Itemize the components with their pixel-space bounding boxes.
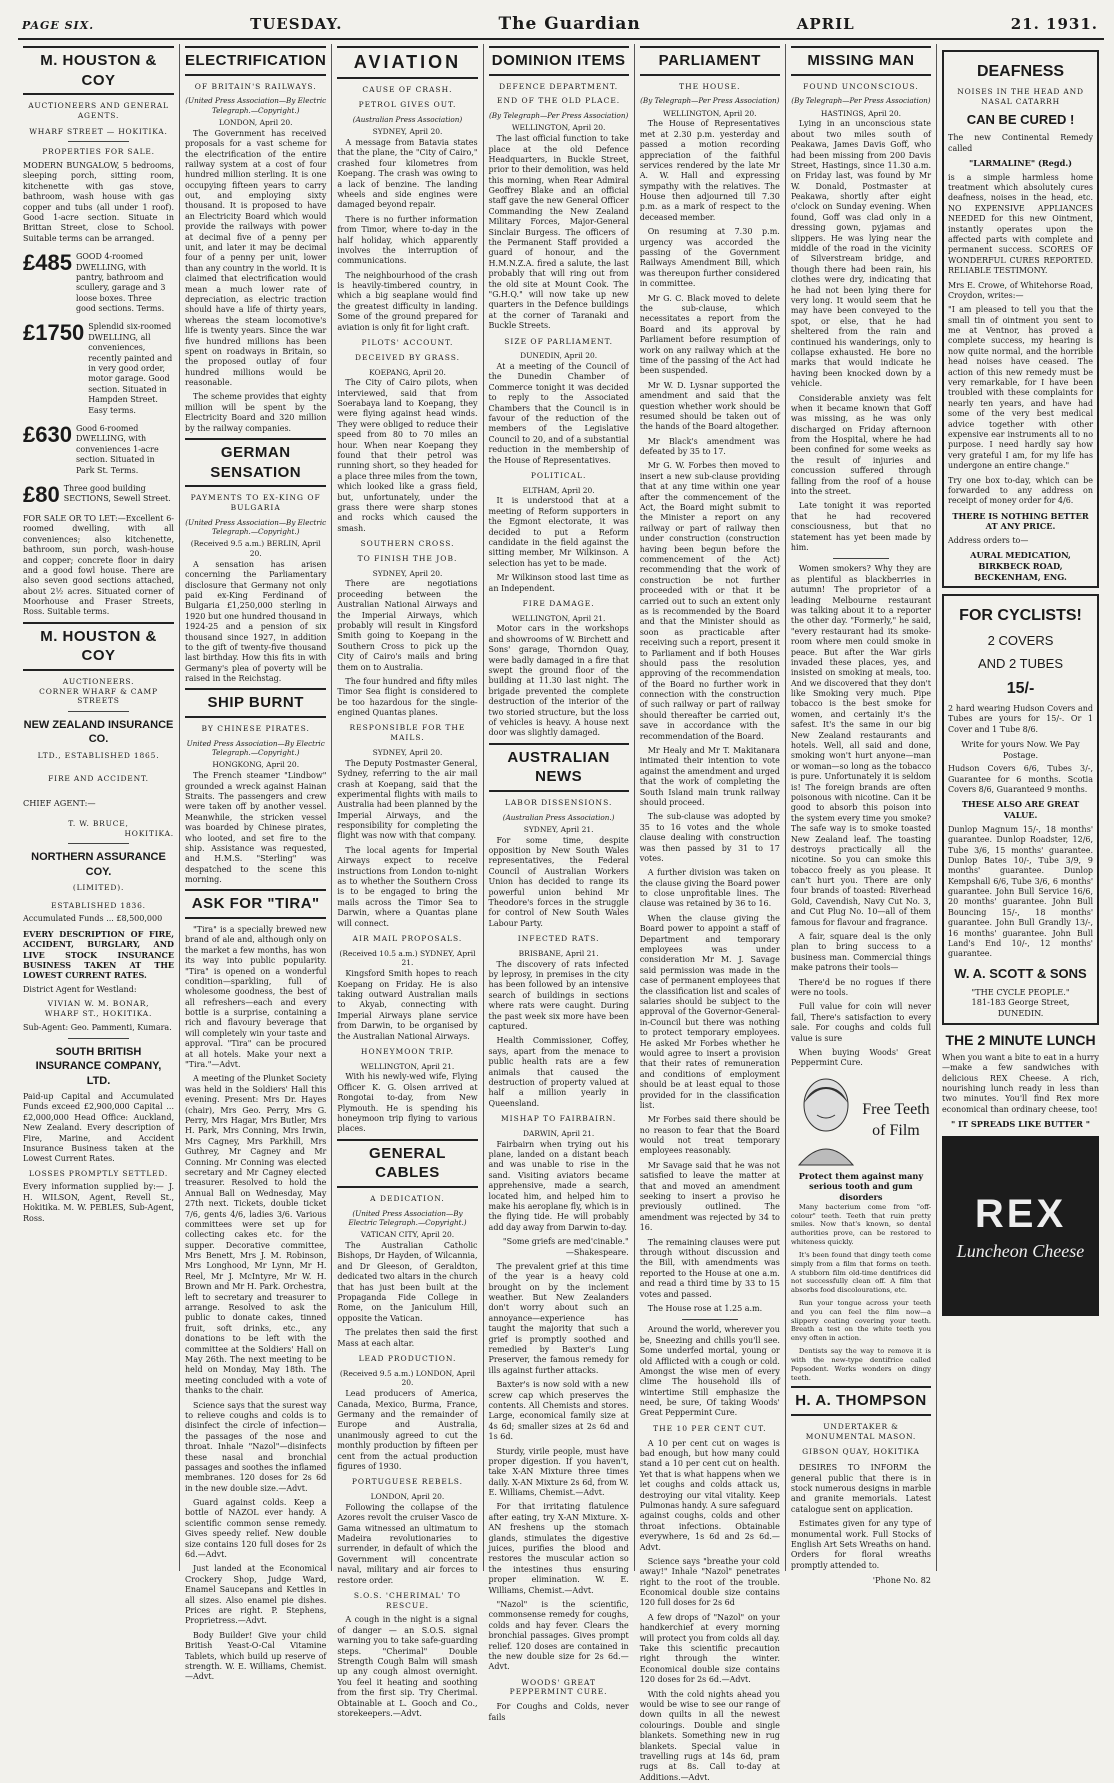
paragraph: Many bacterium come from "off-colour" teeth. Teeth that ruin pretty smiles. Now that's known, so dental authorities prove, can be restored to whiteness quickly. [790, 1202, 932, 1247]
insurance-line: FIRE AND ACCIDENT. [48, 774, 149, 784]
paragraph: The last official function to take place at the old Defence Headquarters, in Buckle Street, prior to their demolition, was held this morning, when Rear Admiral Geoffrey Blake and an official staff gave the new General Officer Commanding the New Zealand Military Forces, Major-General Sinclair Burgess. The officers of the Permanent Staff provided a guard of honour, and the H.M.N.Z.A. fired a salute, the last probably that will ring out from the old site at Mount Cook. The "G.H.Q." will now take up new quarters in the Defence buildings at the corner of Taranaki and Buckle Streets. [488, 134, 629, 331]
insurance-line: VIVIAN W. M. BONAR, [47, 999, 150, 1009]
property-ad: MODERN BUNGALOW, 5 bedrooms, sleeping porch, sitting room, kitchenette with gas stove, bathroom, wash house with gas copper and tubs (all under 1 roof). Good 1-acre section. Situate in Brittan Street, close to School. Suitable terms can be arranged. [23, 161, 174, 243]
subheading: AIR MAIL PROPOSALS. [352, 933, 463, 943]
subheading: INFECTED RATS. [517, 934, 600, 944]
paragraph: Lead producers of America, Canada, Mexico, Burma, France, Germany and the remainder of Europe and Australia, unanimously agreed to cut the monthly production by fifteen per cent from the actual production figures of 1930. [337, 1389, 478, 1471]
paragraph: The Deputy Postmaster General, Sydney, referring to the air mail crash at Koepang, said that the experimental flights with mails to Australia had been planned by the Imperial Airways, and the responsibility for completing the flight was now with that company. [337, 758, 478, 841]
credit-line: (Australian Press Association) [352, 114, 463, 124]
property-text: Good 6-roomed DWELLING, with conveniences 1-acre section. Situated in Park St. Terms. [75, 423, 159, 475]
pepsodent-headline: Free Teeth of Film [862, 1100, 930, 1139]
paragraph: A cough in the night is a signal of danger — an S.O.S. signal warning you to take safe-guarding steps. "Cherimal" Double Strength Cough Balm will smash up any cough almost overnight. You feel it heating and soothing from the first sip. Try Cherimal. Obtainable at L. Gooch and Co., storekeepers.—Advt. [337, 1615, 478, 1718]
paragraph: Mr G. W. Forbes then moved to insert a new sub-clause providing that at any time within one year after the commencement of the Act, the Board might submit to the Minister a report on any railway or part of railway then under construction (construction having been begun before the commencement of the Act) recommending that the work of construction be not further proceeded with or that it be carried out to such an extent only as is recommended by the Board and that the Minister should as soon as practicable after receiving such a report, present it to Parliament and if both Houses should pass the resolution approving of the recommendation of the Board no further work in connection with the construction of such railway or part of railway should thereafter be carried out, save in accordance with the recommendation of the Board. [639, 461, 780, 741]
ad-subline: NOISES IN THE HEAD AND NASAL CATARRH [957, 86, 1084, 106]
insurance-line: CHIEF AGENT:— [23, 798, 96, 809]
subheading: RESPONSIBLE FOR THE MAILS. [349, 723, 466, 743]
dateline: KOEPANG, April 20. [369, 367, 446, 377]
business-name: H. A. THOMPSON [791, 1386, 931, 1416]
insurance-line: EVERY DESCRIPTION OF FIRE, ACCIDENT, BURGLARY, AND LIVE STOCK INSURANCE BUSINESS TAKEN AT THE LOWEST CURRENT RATES. [23, 928, 174, 981]
insurance-line: HOKITIKA. [124, 828, 174, 838]
subheading: END OF THE OLD PLACE. [497, 96, 621, 106]
firm-line: AUCTIONEERS. [62, 676, 135, 686]
paragraph: DESIRES TO INFORM the general public that there is in stock numerous designs in marble and granite memorials. Latest catalogue sent on application. [790, 1463, 932, 1514]
subheading: MISHAP TO FAIRBAIRN. [500, 1114, 617, 1124]
paragraph: Lying in an unconscious state about two miles south of Peakawa, James Davis Goff, who had been missing from 200 Davis Street, Hastings, since 11.30 a.m. on Friday last, was found by Mr W. Donald, Postmaster at Peakawa, shortly after eight o'clock on Sunday evening. When found, Goff was clad only in a dressing gown, pyjamas and slippers. He was lying near the middle of the road in the vicinity of Silverstream bridge, and though there had been rain, his clothes were dry, indicating that he had not been lying there for very long. It would seem that he may have been conveyed to the spot, or else, that he had sheltered from the rain and continued his wanderings, only to collapse exhausted. He bore no marks that would indicate he having been knocked down by a vehicle. [790, 119, 932, 389]
divider [68, 141, 128, 142]
dateline: SYDNEY, April 21. [523, 824, 594, 834]
paragraph: There are negotiations proceeding between the Australian National Airways and the Imperial Airways, which probably will result in Kingsford Smith going to Koepang in the Southern Cross to pick up the City of Cairo's mails and bring them on to Australia. [337, 579, 478, 672]
paragraph: Run your tongue across your teeth and you can feel the film now—a slippery coating covering your teeth. Breath a test on the white teeth you envy often in action. [790, 1298, 932, 1343]
paragraph: A message from Batavia states that the plane, the "City of Cairo," crashed four kilometres from Koepang. The crash was owing to a lack of benzine. The landing wheels and side engines were damaged beyond repair. [337, 138, 478, 210]
paragraph: Hudson Covers 6/6, Tubes 3/-, Guarantee for 6 months. Scotia Covers 8/6, Guaranteed 9 months. [948, 764, 1094, 795]
product-name: "LARMALINE" (Regd.) [968, 157, 1073, 168]
insurance-heading: NEW ZEALAND INSURANCE CO. [23, 719, 174, 746]
paragraph: Mr Black's amendment was defeated by 35 to 17. [639, 436, 780, 457]
property-ad [23, 421, 174, 476]
paragraph: "Tira" is a specially brewed new brand of ale and, although only on the market a few months, has won its way into public popularity. "Tira" is opened on a wonderful condition—sparkling, full of wholesome goodness, the best of all refreshers—each and every bottle is a surprise, containing a rich and flavoury beverage that will completely win your taste and approval. "Tira" can be procured at all hotels. Make your next a "Tira."—Advt. [185, 924, 327, 1070]
quote: "Some griefs are med'cinable." —Shakespeare. [502, 1237, 629, 1257]
newspaper-title: The Guardian [498, 14, 641, 34]
credit-line: (By Telegraph—Per Press Association) [791, 96, 931, 106]
column-4 [484, 44, 635, 1722]
paragraph: The Australian Catholic Bishops, Dr Hayden, of Wilcannia, and Dr Gleeson, of Geraldton, dedicated two altars in the church that has just been built at the Propaganda Fide College in Rome, on the Janiculum Hill, opposite the Vatican. [337, 1241, 478, 1323]
paragraph: Address orders to— [948, 536, 1029, 546]
masthead-month: APRIL [796, 15, 855, 33]
insurance-heading: SOUTH BRITISH INSURANCE COMPANY, LTD. [35, 1046, 162, 1087]
dateline: (Received 9.5 a.m.) LONDON, April 20. [339, 1368, 476, 1388]
paragraph: Considerable anxiety was felt when it became known that Goff was missing, as he was only discharged on Friday afternoon from the Hospital, where he had been confined for some weeks as the result of injuries and concussion suffered through falling from the roof of a house into the street. [790, 393, 932, 497]
property-price: £80 [23, 481, 60, 507]
address: AURAL MEDICATION, BIRKBECK ROAD, BECKENHAM, ENG. [970, 550, 1071, 582]
paragraph: It is understood that at a meeting of Reform supporters in the Egmont electorate, it was decided to put a Reform candidate in the field against the sitting member, Mr Wilkinson. A selection has yet to be made. [488, 496, 629, 568]
paragraph: When the clause giving the Board power to appoint a staff of Department and temporary employees was under consideration Mr M. J. Savage said permission was made in the case of permanent employees that the classification list and scales of salaries should be subject to the approval of the Governor-General-in-Council but there was nothing to protect temporary employees. He asked Mr Forbes whether he would agree to insert a provision that their rates of remuneration and conditions of employment should be at least equal to those provided for in the classification list. [639, 913, 780, 1110]
paragraph: Health Commissioner, Coffey, says, apart from the menace to public health rats are a few animals that caused the destruction of property valued at half a million yearly in Queensland. [488, 1036, 629, 1108]
paragraph: Mrs E. Crowe, of Whitehorse Road, Croydon, writes:— [948, 280, 1094, 300]
article-heading: ELECTRIFICATION [185, 46, 326, 76]
paragraph: Science says "breathe your cold away!" Inhale "Nazol" penetrates right to the root of the trouble. Economical double size contains 120 full doses for 2s 6d [639, 1556, 780, 1608]
paragraph: For Coughs and Colds, never fails [488, 1702, 629, 1722]
firm-line: CORNER WHARF & CAMP STREETS [39, 686, 158, 706]
paragraph: A fair, square deal is the only plan to bring success to a business man. Commercial things make patrons their tools— [790, 932, 932, 973]
paragraph: Write for yours Now. We Pay Postage. [961, 738, 1080, 760]
paragraph: Mr Savage said that he was not satisfied to leave the matter at that and moved an amendment seeking to insert a proviso he previously outlined. The amendment was rejected by 34 to 16. [639, 1160, 780, 1233]
paragraph: The remaining clauses were put through without discussion and the Bill, with amendments was reported to the House at one a.m. and read a third time by 33 to 15 votes and passed. [639, 1237, 780, 1299]
paragraph: Body Builder! Give your child British Yeast-O-Cal Vitamine Tablets, which build up reserve of strength. W. E. Williams, Chemist.—Advt. [185, 1630, 327, 1682]
paragraph: The prevalent grief at this time of the year is a heavy cold brought on by the inclement weather. But New Zealanders don't worry about such an annoyance—experience has taught the majority that such a grief is promptly soothed and remedied by Baxter's Lung Preserver, the famous remedy for ills against further attacks. [488, 1261, 629, 1375]
paragraph: Following the collapse of the Azores revolt the cruiser Vasco de Gama witnessed an ultimatum to Madeira revolutionaries to surrender, in default of which the Government will concentrate naval, military and air forces to restore order. [337, 1502, 478, 1585]
page-number: PAGE SIX. [22, 19, 95, 32]
paragraph: It's been found that dingy teeth come simply from a film that forms on teeth. A stubborn film old-time dentifrices did not successfully clean off. A film that absorbs food discolourations, etc. [790, 1250, 932, 1295]
insurance-line: LOSSES PROMPTLY SETTLED. [28, 1168, 169, 1178]
divider [68, 843, 128, 844]
subheading: POLITICAL. [530, 470, 587, 480]
paragraph: Just landed at the Economical Crockery Shop, Judge Ward, Enamel Saucepans and Kettles in all sizes. Also enamel pie dishes. Prices are right. P. Stephens, Proprietress.—Advt. [185, 1564, 327, 1626]
dateline: WELLINGTON, April 21. [511, 613, 606, 623]
article-heading: PARLIAMENT [640, 46, 780, 76]
paragraph: The House of Representatives met at 2.30 p.m. yesterday and passed a motion recording appreciation of the faithful services rendered by the late Mr A. W. Hall and expressing sympathy with the relatives. The House then adjourned till 7.30 p.m. as a mark of respect to the deceased member. [639, 119, 780, 222]
article-heading: AUSTRALIAN NEWS [489, 743, 629, 792]
firm-heading: M. HOUSTON & COY [23, 622, 174, 671]
subheading: OF BRITAIN'S RAILWAYS. [194, 81, 317, 91]
paragraph: Kingsford Smith hopes to reach Koepang on Friday. He is also taking outward Australian mails to Akyab, connecting with Imperial Airways plane service from Darwin, to be organised by the Australian National Airways. [337, 969, 478, 1041]
article-heading: GENERAL CABLES [337, 1139, 477, 1188]
subheading: S.O.S. 'CHERIMAL' TO RESCUE. [353, 1590, 462, 1610]
property-price: £485 [23, 250, 72, 276]
paragraph: The French steamer "Lindbow" grounded a wreck against Hainan Straits. The passengers and crew were taken off by another vessel. Meanwhile, the stricken vessel was boarded by Chinese pirates, who looted, and set fire to the ship. Assistance was requested, and H.M.S. "Sterling" was despatched to the scene this morning. [185, 771, 327, 885]
paragraph: Around the world, wherever you be, Sneezing and chills you'll see. Some underfed mortal, young or old Afflicted with a cough or cold. Amongst the wise men of every clime The household ills of wintertime Still emphasize the need, be sure, Of taking Woods' Great Peppermint Cure. [639, 1325, 780, 1418]
dateline: BRISBANE, April 21. [518, 948, 599, 958]
paragraph: Dunlop Magnum 15/-, 18 months' guarantee. Dunlop Roadster, 12/6, Tube 3/6, 15 months' guarantee. Dunlop Bates 10/-, Tube 3/9, 9 months' guarantee. Dunlop Kempshall 6/6, Tube 3/6, 6 months' guarantee. John Bull Service 16/6, 20 months' guarantee. John Bull Bouncing 15/-, 18 months' guarantee. John Bull Grandly 13/-, 16 months' guarantee. John Bull Land's End 10/-, 12 months' guarantee. [948, 824, 1094, 959]
rex-brand: REX [974, 1192, 1067, 1237]
dateline: VATICAN CITY, April 20. [360, 1230, 455, 1240]
subheading: PAYMENTS TO EX-KING OF BULGARIA [190, 493, 321, 512]
property-price: £630 [23, 421, 72, 447]
paragraph: "I am pleased to tell you that the small tin of ointment you sent to me at Ventnor, has proved a complete success, my hearing is now quite normal, and the horrible head noises have ceased. The action of this new remedy must be very remarkable, for I have been troubled with these complaints for nearly ten years, and have had some of the very best medical advice together with other expensive ear instruments all to no purpose. I need hardly say how very grateful I am, for my life has undergone an entire change." [948, 305, 1094, 471]
subheading: LEAD PRODUCTION. [358, 1353, 457, 1363]
pepsodent-ad [791, 1075, 931, 1165]
subheading: SIZE OF PARLIAMENT. [504, 336, 613, 346]
article-heading: GERMAN SENSATION [185, 438, 326, 487]
paragraph: Mr Healy and Mr T. Makitanara intimated their intention to vote against the amendment and urged that the work of completing the South Island main trunk railway should proceed. [639, 746, 780, 807]
article-heading: ASK FOR "TIRA" [185, 889, 326, 919]
insurance-line: Accumulated Funds ... £8,500,000 [23, 914, 163, 924]
dateline: LONDON, April 20. [370, 1492, 445, 1502]
paragraph: The new Continental Remedy called [948, 133, 1094, 153]
paragraph: There'd be no rogues if there were no tools. [790, 977, 932, 997]
property-ad [23, 322, 174, 416]
dateline: (Received 9.5 a.m.) BERLIN, April 20. [190, 539, 321, 559]
paragraph: For some time, despite opposition by New South Wales representatives, the Federal Council of Australian Workers Union has decided to range its powerful union behind Mr Theodore's forces in the struggle for control of New South Wales Labour Party. [488, 835, 629, 928]
divider [833, 558, 889, 559]
subheading: FIRE DAMAGE. [522, 598, 595, 608]
column-7 [937, 44, 1104, 1571]
paragraph: Try one box to-day, which can be forwarded to any address on receipt of money order for 4/6. [948, 475, 1094, 506]
paragraph: THERE IS NOTHING BETTER AT ANY PRICE. [952, 510, 1089, 532]
subheading: THE 10 PER CENT CUT. [653, 1423, 767, 1433]
rex-ad [942, 1031, 1099, 1316]
insurance-line: ESTABLISHED 1836. [51, 900, 146, 910]
subheading: PORTUGUESE REBELS. [351, 1477, 464, 1487]
dateline: WELLINGTON, April 20. [511, 123, 606, 133]
paragraph: THESE ALSO ARE GREAT VALUE. [961, 799, 1080, 821]
insurance-line: T. W. BRUCE, [68, 818, 129, 828]
subheading: TO FINISH THE JOB. [357, 553, 458, 563]
pepsodent-subline: Protect them against many serious tooth and gum disorders [798, 1170, 924, 1203]
paragraph: Fairbairn when trying out his plane, landed on a distant beach and was unable to rise in the sand. Visiting aviators became apprehensive, made a search, located him, and helped him to make his aeroplane fly, which is in the flying tide. He will probably add day away from Darwin to-day. [488, 1139, 629, 1232]
paragraph: A meeting of the Plunket Society was held in the Soldiers' Hall this evening. Present: Mrs Dr. Hayes (chair), Mrs Geo. Perry, Mrs G. Perry, Mrs Hagar, Mrs Butler, Mrs H. Park, Mrs Conning, Mrs Irwin, Mrs Cagney, Mrs Parkhill, Mrs Guthrey, Mr Cagney and Mr Conning. Mr Conning was elected secretary and Mr Cagney elected treasurer. Resolved to hold the Annual Ball on Wednesday, May 27th next. Tickets, double ticket 7/6, gents 4/6, ladies 3/6. Various committees were set up for collecting cakes etc. for the supper. Decorative committee, Mrs Benett, Mrs J. M. Robinson, Mrs Longhood, Mr Lynn, Mr H. Reel, Mr J. McIntyre, Mr W. H. Brown and Mr H. Park. Orchestra, left to secretary and treasurer to arrange. Resolved to ask the public to donate cakes, tinned fruit, soft drinks, etc., any donations to be left with the committee at the Soldiers' Hall on May 26th. The next meeting to be held on Monday, May 18th. The meeting concluded with a vote of thanks to the chair. [185, 1074, 327, 1396]
paragraph: A further division was taken on the clause giving the Board power to close unprofitable lines. The clause was retained by 36 to 16. [639, 868, 780, 909]
insurance-line: Paid-up Capital and Accumulated Funds exceed £2,900,000 Capital ... £2,000,000 Head Office: Auckland, New Zealand. Every description of Fire, Marine, and Accident Insurance Business taken at the Lowest Current Rates. [23, 1091, 174, 1164]
property-text: Splendid six-roomed DWELLING, all conveniences, recently painted and in very good order, motor garage. Good section. Situated in Hampden Street. Easy terms. [88, 322, 173, 415]
dateline: SYDNEY, April 20. [372, 568, 443, 578]
subheading: PETROL GIVES OUT. [358, 100, 457, 110]
ad-heading: DEAFNESS [976, 63, 1065, 80]
ad-heading: 2 COVERS [987, 633, 1054, 649]
insurance-line: LTD., ESTABLISHED 1865. [37, 750, 160, 760]
column-6 [786, 44, 937, 1586]
subheading: HONEYMOON TRIP. [360, 1046, 455, 1056]
insurance-heading: NORTHERN ASSURANCE COY. [31, 851, 166, 878]
subheading: THE HOUSE. [679, 81, 741, 91]
credit-line: (United Press Association—By Electric Telegraph.—Copyright.) [185, 517, 327, 536]
insurance-line: WHARF ST., HOKITIKA. [44, 1008, 153, 1018]
paragraph: A sensation has arisen concerning the Parliamentary disclosure that Germany not only paid ex-King Ferdinand of Bulgaria £1,250,000 sterling in 1920 but one hundred thousand in 1924-25 and a pension of six thousand since 1927, in addition to the gift of twenty-five thousand last birthday. How this fits in with Germany's plea of poverty will be raised in the Reichstag. [185, 559, 327, 684]
credit-line: (United Press Association—By Electric Telegraph.—Copyright.) [185, 96, 327, 115]
subheading: WOODS' GREAT PEPPERMINT CURE. [509, 1677, 608, 1697]
insurance-line: Sub-Agent: Geo. Pammenti, Kumara. [23, 1022, 172, 1032]
divider [682, 1319, 738, 1320]
credit-line: (Australian Press Association.) [502, 812, 615, 822]
paragraph: Mr Forbes said there should be no reason to fear that the Board would not treat temporary employees reasonably. [639, 1115, 780, 1156]
masthead [18, 14, 1104, 40]
ad-heading: FOR CYCLISTS! [959, 607, 1082, 625]
paragraph: The scheme provides that eighty million will be spent by the Electricity Board and 320 million by the railway companies. [185, 392, 327, 433]
dateline: SYDNEY, April 20. [372, 747, 443, 757]
business-name: W. A. SCOTT & SONS [954, 965, 1087, 981]
paragraph: There is no further information from Timor, where to-day in the half holiday, which apparently involves the interruption of communications. [337, 214, 478, 266]
subheading: DEFENCE DEPARTMENT. [499, 81, 619, 91]
divider [68, 711, 128, 712]
paragraph: With his newly-wed wife, Flying Officer K. G. Olsen arrived at Rongotai to-day, from New Plymouth. He is spending his honeymoon trip flying to various places. [337, 1072, 478, 1134]
firm-line: WHARF STREET — HOKITIKA. [29, 126, 168, 136]
paragraph: is a simple harmless home treatment which absolutely cures deafness, noises in the head, etc. NO EXPENSIVE APPLIANCES NEEDED for this new Ointment, instantly operates upon the affected parts with complete and permanent success. SCORES OF WONDERFUL CURES REPORTED. RELIABLE TESTIMONY. [948, 172, 1094, 276]
paragraph: Full value for coin will never fail, There's satisfaction to every sale. For coughs and colds full value is sure [790, 1002, 932, 1043]
paragraph: The prelates then said the first Mass at each altar. [337, 1328, 478, 1348]
subheading: FOUND UNCONSCIOUS. [803, 81, 919, 91]
property-ad [23, 252, 174, 314]
woman-portrait-icon [791, 1075, 861, 1165]
firm-line: AUCTIONEERS AND GENERAL AGENTS. [28, 101, 169, 120]
paragraph: Dentists say the way to remove it is with the new-type dentifrice called Pepsodent. Works wonders on dingy teeth. [790, 1347, 932, 1382]
paragraph: Mr W. D. Lysnar supported the amendment and said that the question whether work should be resumed should be taken out of the hands of the Board altogether. [639, 380, 780, 432]
rex-logo [942, 1136, 1099, 1316]
ad-price: 15/- [1006, 679, 1035, 697]
masthead-date: 21. 1931. [1010, 15, 1098, 33]
paragraph: The House rose at 1.25 a.m. [647, 1303, 763, 1313]
paragraph: The sub-clause was adopted by 35 to 16 votes and the whole clause dealing with construction was then passed by 31 to 17 votes. [639, 812, 780, 863]
subheading: CAUSE OF CRASH. [362, 85, 453, 95]
subheading: A DEDICATION. [370, 1193, 445, 1203]
masthead-day: TUESDAY. [250, 15, 343, 33]
dateline: WELLINGTON, April 20. [662, 108, 757, 118]
properties-heading: PROPERTIES FOR SALE. [42, 147, 155, 157]
article-heading: SHIP BURNT [185, 688, 326, 718]
paragraph: Baxter's is now sold with a new screw cap which preserves the contents. All Chemists and stores. Large, economical family size at 4s 6d; smaller sizes at 2s 6d and 1s 6d. [488, 1380, 629, 1442]
paragraph: With the cold nights ahead you would be wise to see our range of down quilts in all the newest colourings. Double and single blankets. Something new in rug blankets. Special value in travelling rugs at 14s 6d, pram rugs at 8s. Call to-day at Additions.—Advt. [639, 1689, 780, 1782]
paragraph: Estimates given for any type of monumental work. Full Stocks of English Art Sets Wreaths on hand. Orders for floral wreaths promptly attended to. [790, 1519, 932, 1570]
address: 181-183 George Street, DUNEDIN. [971, 997, 1070, 1019]
columns [18, 44, 1104, 1782]
column-5 [635, 44, 786, 1782]
slogan: " IT SPREADS LIKE BUTTER " [950, 1119, 1091, 1130]
paragraph: Women smokers? Why they are as plentiful as blackberries in autumn! The proprietor of a leading Melbourne restaurant was talking about it to a reporter the other day. "Formerly," he said, "every restaurant had its smoke-room where men could smoke in peace. But after the War girls invaded these places, yes, and insisted on smoking at meals, too. And we discovered that they don't like Smoking very much. Pipe tobacco is the best smoke for women, and certainly it's the safest. It's the same in our big New Zealand restaurants and hotels. Well, all said and done, smoking won't hurt anyone—man or woman—so long as the tobacco is pure. Unfortunately it is seldom is! The foreign brands are often poisonous with nicotine. Can it be good to absorb this poison into the system every time you smoke? The safe way is to smoke toasted New Zealand leaf. The toasting destroys practically all the nicotine. So you can smoke this tobacco freely as you please. It can't hurt you. There are only four brands of toasted: Riverhead Gold, Cavendish, Navy Cut No. 3, and Cut Plug No. 10—all of them famous for flavour and fragrance. [790, 564, 932, 927]
rex-product: Luncheon Cheese [956, 1241, 1085, 1262]
subheading: DECEIVED BY GRASS. [354, 352, 460, 362]
business-line: UNDERTAKER & MONUMENTAL MASON. [805, 1421, 917, 1441]
dateline: DUNEDIN, April 20. [520, 351, 598, 361]
article-heading: MISSING MAN [791, 46, 931, 76]
paragraph: Guard against colds. Keep a bottle of NAZOL ever handy. A scientific common sense remedy. Gives speedy relief. New double size contains 120 full doses for 2s 6d.—Advt. [185, 1498, 327, 1560]
article-heading: DOMINION ITEMS [489, 46, 629, 76]
cyclists-ad [942, 594, 1099, 1024]
ad-heading: CAN BE CURED ! [966, 112, 1075, 128]
insurance-line: (LIMITED). [72, 882, 125, 892]
paragraph: At a meeting of the Council of the Dunedin Chamber of Commerce tonight it was decided to reply to the Associated Chambers that the Council is in favour of the reduction of the members of the Legislative Council to 20, and of a substantial reduction in the membership of the House of Representatives. [488, 362, 629, 465]
divider [68, 1038, 128, 1039]
subheading: LABOR DISSENSIONS. [504, 797, 613, 807]
property-text: Three good building SECTIONS, Sewell Street. [63, 483, 171, 504]
paragraph: The City of Cairo pilots, when interviewed, said that from Soerabaya land to Koepang, they were flying against head winds. They were obliged to reduce their speed from 80 to 70 miles an hour. When near Koepang they found that their petrol was running short, so they headed for a place three miles from the town, which looked like a grass field, but, unfortunately, under the grass there were sharp stones and rocks which caused the smash. [337, 378, 478, 533]
paragraph: The local agents for Imperial Airways expect to receive instructions from London to-night as to whether the Southern Cross is to be engaged to bring the mails across the Timor Sea to Darwin, where a Quantas plane will connect. [337, 845, 478, 928]
credit-line: (By Telegraph—Per Press Association) [488, 111, 629, 120]
paragraph: For that irritating flatulence after eating, try X-AN Mixture. X-AN freshens up the stomach glands, stimulates the digestive juices, purifies the blood and restores the muscular action so the intestines thus ensuring proper elimination. W. E. Williams, Chemist.—Advt. [488, 1502, 629, 1595]
column-1 [18, 44, 180, 1571]
paragraph: Mr G. C. Black moved to delete the sub-clause, which necessitates a report from the Board and its approval by Parliament before resumption of work on any railway which at the time of the passing of the Act had been suspended. [639, 293, 780, 376]
paragraph: The discovery of rats infected by leprosy, in premises in the city has been followed by an intensive search of buildings in sections where rats were caught. During the past week six more have been captured. [488, 959, 629, 1031]
paragraph: "THE CYCLE PEOPLE." [971, 986, 1070, 997]
credit-line: United Press Association—By Electric Telegraph.—Copyright.) [186, 738, 325, 758]
dateline: DARWIN, April 21. [522, 1128, 595, 1138]
credit-line: (United Press Association—By Electric Telegraph.—Copyright.) [348, 1208, 467, 1227]
dateline: HASTINGS, April 20. [820, 108, 902, 118]
larmaline-ad [942, 50, 1099, 588]
dateline: HONGKONG, April 20. [212, 760, 300, 770]
insurance-line: District Agent for Westland: [23, 984, 137, 994]
paragraph: When you want a bite to eat in a hurry—make a few sandwiches with delicious REX Cheese. A rich, nourishing lunch ready in less than two minutes. You'll find Rex more economical than ordinary cheese, too! [942, 1052, 1100, 1114]
subheading: PILOTS' ACCOUNT. [361, 338, 454, 348]
dateline: WELLINGTON, April 21. [360, 1061, 455, 1071]
column-2 [180, 44, 332, 1682]
paragraph: When buying Woods' Great Peppermint Cure. [790, 1047, 932, 1068]
paragraph: The Government has received proposals for a vast scheme for the electrification of the entire railway system at a cost of four hundred million sterling. It is one occupying fifteen years to carry out, and employing sixty thousand. It is proposed to have an Electricity Board which would provide the railways with power at decimal five of a penny per unit, and later it may be decimal four of a penny per unit, lower than any country in the world. It is claimed that electrification would mean a much lower rate of depreciation, as electric traction should have a life of thirty years, whereas the steam locomotive's life is twenty years. Since the war five hundred millions has been spent on roadways in Britain, so the proposed outlay of four hundred millions would be reasonable. [185, 128, 327, 388]
subheading: BY CHINESE PIRATES. [201, 723, 310, 733]
paragraph: A 10 per cent cut on wages is bad enough, but how many could stand a 10 per cent cut on health. Yet that is what happens when we let coughs and colds attack us, destroying our vital vitality. Keep Pulmonas handy. A sure safeguard against coughs, colds and other throat infections. Obtainable everywhere, 1s 6d and 2s 6d.—Advt. [639, 1438, 780, 1552]
insurance-line: Every information supplied by:— J. H. WILSON, Agent, Revell St., Hokitika. M. W. PEBLES, Sub-Agent, Ross. [23, 1182, 174, 1223]
business-line: GIBSON QUAY, HOKITIKA [802, 1447, 920, 1457]
property-ad [23, 481, 174, 507]
ad-heading: THE 2 MINUTE LUNCH [945, 1031, 1096, 1048]
paragraph: Late tonight it was reported that he had recovered consciousness, but that no statement has yet been made by him. [790, 501, 932, 552]
property-text: GOOD 4-roomed DWELLING, with pantry, bathroom and scullery, garage and 3 loose boxes. Three good sections. Terms. [75, 252, 166, 314]
paragraph: Science says that the surest way to relieve coughs and colds is to disinfect the circle of infection—the passages of the nose and throat. Inhale "Nazol"—disinfects these nasal and bronchial passages and soothes the inflamed membranes. 120 doses for 2s 6d in the new double size.—Advt. [185, 1400, 327, 1493]
property-ad: FOR SALE OR TO LET:—Excellent 6-roomed dwelling, with all conveniences; also kitchenette, bathroom, sun porch, wash-house and copper; concrete floor in dairy and a good fowl house. There are also seven good sections attached, about 2½ acres. Situated corner of Moorhouse and Fraser Streets, Ross. Suitable terms. [23, 513, 174, 617]
paragraph: Mr Wilkinson stood last time as an Independent. [488, 573, 629, 593]
dateline: (Received 10.5 a.m.) SYDNEY, April 21. [339, 948, 476, 968]
paragraph: "Nazol" is the scientific, commonsense remedy for coughs, colds and hay fever. Clears the bronchial passages. Gives prompt relief. 120 doses are contained in the new double size for 2s 6d.—Advt. [488, 1600, 629, 1672]
firm-heading: M. HOUSTON & COY [23, 46, 174, 95]
paragraph: Motor cars in the workshops and showrooms of W. Birchett and Sons' garage, Thorndon Quay, were badly damaged in a fire that swept the ground floor of the building at 11.30 last night. The brigade prevented the complete destruction of the interior of the two storied structure, but the loss of vehicles is heavy. A house next door was slightly damaged. [488, 624, 629, 738]
phone-number: 'Phone No. 82 [872, 1575, 932, 1586]
article-heading: AVIATION [337, 46, 477, 79]
dateline: ELTHAM, April 20. [522, 485, 595, 495]
subheading: SOUTHERN CROSS. [360, 539, 455, 549]
column-3 [332, 44, 483, 1718]
property-price: £1750 [23, 320, 85, 346]
credit-line: (By Telegraph—Per Press Association) [640, 96, 780, 106]
paragraph: Sturdy, virile people, must have proper digestion. If you haven't, take X-AN Mixture three times daily. X-AN Mixture 2s 6d, from W. E. Williams, Chemist.—Advt. [488, 1446, 629, 1498]
paragraph: A few drops of "Nazol" on your handkerchief at every morning will protect you from colds all day. Take this scientific precaution right through the winter. Economical double size contains 120 doses for 2s 6d.—Advt. [639, 1612, 780, 1685]
ad-heading: AND 2 TUBES [978, 656, 1064, 672]
paragraph: The four hundred and fifty miles Timor Sea flight is considered to be too hazardous for the single-engined Quantas planes. [337, 676, 478, 718]
paragraph: The neighbourhood of the crash is heavily-timbered country, in which a big seaplane would find the greatest difficulty in landing. Some of the ground prepared for aviation is only fit for light craft. [337, 270, 478, 332]
paragraph: 2 hard wearing Hudson Covers and Tubes are yours for 15/-. Or 1 Cover and 1 Tube 8/6. [948, 703, 1094, 734]
dateline: SYDNEY, April 20. [372, 127, 443, 137]
dateline: LONDON, April 20. [218, 117, 293, 127]
paragraph: On resuming at 7.30 p.m. urgency was accorded the passing of the Government Railways Amendment Bill, which was thereupon further considered in committee. [639, 227, 780, 289]
